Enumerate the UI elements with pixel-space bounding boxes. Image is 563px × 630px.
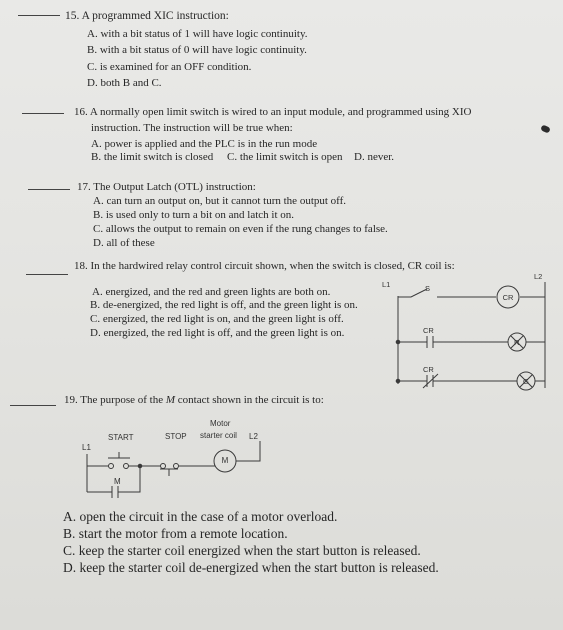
start-button-label: START — [108, 433, 134, 442]
diagram-l2-label-motor: L2 — [249, 432, 258, 441]
diagram-switch-label: S — [425, 284, 431, 293]
question-18-option-b: B. de-energized, the red light is off, and the green light is on. — [90, 299, 358, 311]
question-19-option-b: B. start the motor from a remote location. — [63, 526, 288, 541]
question-15-option-c: C. is examined for an OFF condition. — [87, 61, 252, 73]
question-16-option-b: B. the limit switch is closed — [91, 151, 214, 163]
question-19-stem-prefix: 19. The purpose of the — [64, 394, 166, 406]
question-18-option-c: C. energized, the red light is on, and the green light is off. — [90, 313, 344, 325]
diagram-green-light-label: G — [523, 377, 529, 386]
question-15-option-b: B. with a bit status of 0 will have logic continuity. — [87, 44, 307, 56]
diagram-l1-label: L1 — [382, 280, 391, 289]
diagram-l2-label: L2 — [534, 272, 543, 281]
question-17-option-d: D. all of these — [93, 237, 155, 249]
diagram-cr-contact-no-label: CR — [423, 326, 434, 335]
question-19-option-a: A. open the circuit in the case of a motor overload. — [63, 509, 338, 524]
question-19-stem-suffix: contact shown in the circuit is to: — [175, 394, 324, 406]
question-17-option-a: A. can turn an output on, but it cannot turn the output off. — [93, 195, 347, 207]
stop-button-label: STOP — [165, 432, 187, 441]
question-18-option-d: D. energized, the red light is off, and the green light is on. — [90, 327, 345, 339]
question-19-option-c: C. keep the starter coil energized when the start button is released. — [63, 543, 421, 558]
motor-coil-label: M — [221, 456, 229, 465]
question-17-option-b: B. is used only to turn a bit on and latch it on. — [93, 209, 295, 221]
question-18-option-a: A. energized, and the red and green lights are both on. — [92, 286, 331, 298]
question-19-stem-m: M — [165, 394, 176, 406]
question-17-option-c: C. allows the output to remain on even if the rung changes to false. — [93, 223, 388, 235]
question-15-stem: 15. A programmed XIC instruction: — [65, 10, 229, 22]
diagram-l1-label-motor: L1 — [82, 443, 91, 452]
question-16-stem-line2: instruction. The instruction will be true when: — [91, 122, 293, 134]
question-16-option-a: A. power is applied and the PLC is in the run mode — [91, 138, 318, 150]
motor-label: Motor — [210, 419, 231, 428]
question-16-stem: 16. A normally open limit switch is wired to an input module, and programmed using XIO — [74, 106, 472, 118]
diagram-cr-coil-label: CR — [502, 293, 514, 302]
question-16-option-d: D. never. — [354, 151, 395, 163]
m-contact-label: M — [114, 477, 121, 486]
question-16-option-c: C. the limit switch is open — [227, 151, 343, 163]
question-15-option-a: A. with a bit status of 1 will have logic continuity. — [87, 28, 308, 40]
question-19-option-d: D. keep the starter coil de-energized when the start button is released. — [63, 560, 439, 575]
starter-coil-label: starter coil — [200, 431, 237, 440]
question-17-stem: 17. The Output Latch (OTL) instruction: — [77, 181, 256, 193]
diagram-cr-contact-nc-label: CR — [423, 365, 434, 374]
question-18-stem: 18. In the hardwired relay control circuit shown, when the switch is closed, CR coil is: — [74, 260, 455, 272]
question-15-option-d: D. both B and C. — [87, 77, 162, 89]
diagram-red-light-label: R — [514, 338, 520, 347]
